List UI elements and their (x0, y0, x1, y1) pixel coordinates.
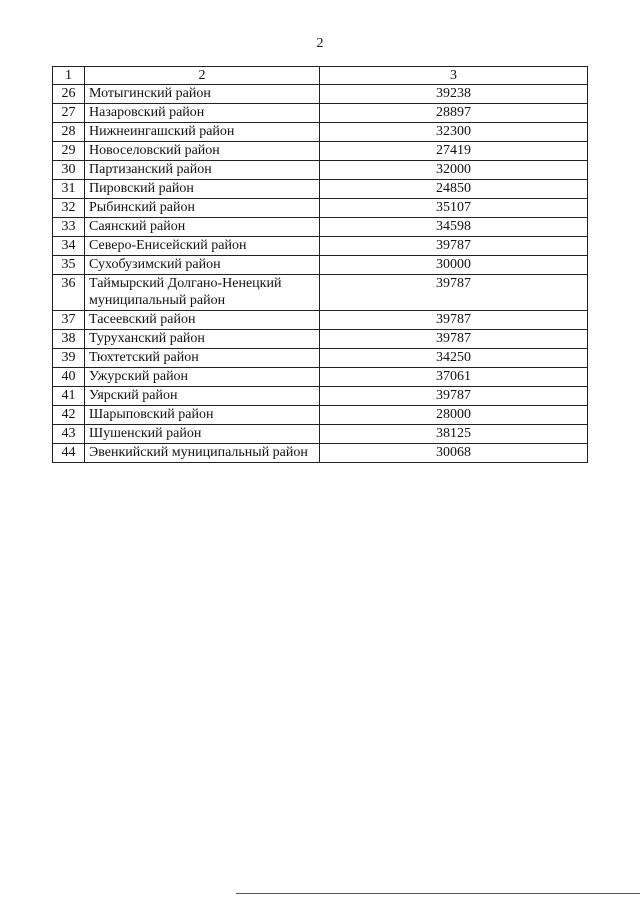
row-number-cell: 26 (53, 85, 85, 104)
row-number-cell: 39 (53, 349, 85, 368)
row-number-cell: 41 (53, 387, 85, 406)
value-cell: 30068 (320, 444, 588, 463)
row-number-cell: 27 (53, 104, 85, 123)
header-cell-2: 2 (85, 67, 320, 85)
value-cell: 30000 (320, 256, 588, 275)
row-number-cell: 31 (53, 180, 85, 199)
district-name-cell: Новоселовский район (85, 142, 320, 161)
table-row (53, 444, 588, 463)
district-name-cell: Пировский район (85, 180, 320, 199)
table-row (53, 368, 588, 387)
value-cell: 28000 (320, 406, 588, 425)
table-row (53, 142, 588, 161)
row-number-cell: 42 (53, 406, 85, 425)
row-number-cell: 33 (53, 218, 85, 237)
table-body (53, 67, 588, 463)
district-name-cell: Таймырский Долгано-Ненецкий муниципальный район (85, 275, 320, 311)
value-cell: 28897 (320, 104, 588, 123)
table-row (53, 387, 588, 406)
district-name-cell: Мотыгинский район (85, 85, 320, 104)
district-name-cell: Шарыповский район (85, 406, 320, 425)
district-name-cell: Тасеевский район (85, 311, 320, 330)
row-number-cell: 37 (53, 311, 85, 330)
district-name-cell: Тюхтетский район (85, 349, 320, 368)
district-name-cell: Ужурский район (85, 368, 320, 387)
table-row (53, 330, 588, 349)
value-cell: 38125 (320, 425, 588, 444)
value-cell: 39787 (320, 330, 588, 349)
district-name-cell: Туруханский район (85, 330, 320, 349)
table-row (53, 256, 588, 275)
district-name-cell: Северо-Енисейский район (85, 237, 320, 256)
table-row (53, 406, 588, 425)
districts-table (52, 66, 588, 463)
row-number-cell: 40 (53, 368, 85, 387)
value-cell: 39787 (320, 275, 588, 311)
value-cell: 39787 (320, 237, 588, 256)
district-name-cell: Уярский район (85, 387, 320, 406)
district-name-cell: Рыбинский район (85, 199, 320, 218)
row-number-cell: 38 (53, 330, 85, 349)
table-row (53, 311, 588, 330)
district-name-cell: Сухобузимский район (85, 256, 320, 275)
district-name-cell: Партизанский район (85, 161, 320, 180)
row-number-cell: 44 (53, 444, 85, 463)
value-cell: 32300 (320, 123, 588, 142)
district-name-cell: Шушенский район (85, 425, 320, 444)
table-row (53, 161, 588, 180)
table-row (53, 237, 588, 256)
row-number-cell: 29 (53, 142, 85, 161)
row-number-cell: 30 (53, 161, 85, 180)
table-row (53, 218, 588, 237)
value-cell: 34250 (320, 349, 588, 368)
table-row (53, 349, 588, 368)
value-cell: 35107 (320, 199, 588, 218)
district-name-cell: Нижнеингашский район (85, 123, 320, 142)
value-cell: 32000 (320, 161, 588, 180)
row-number-cell: 43 (53, 425, 85, 444)
row-number-cell: 28 (53, 123, 85, 142)
header-cell-1: 1 (53, 67, 85, 85)
value-cell: 37061 (320, 368, 588, 387)
table-row (53, 180, 588, 199)
table-row (53, 85, 588, 104)
table-row (53, 425, 588, 444)
table-row (53, 199, 588, 218)
value-cell: 34598 (320, 218, 588, 237)
value-cell: 39238 (320, 85, 588, 104)
district-name-cell: Саянский район (85, 218, 320, 237)
row-number-cell: 35 (53, 256, 85, 275)
bottom-rule (236, 893, 640, 894)
page-number: 2 (316, 36, 324, 51)
header-cell-3: 3 (320, 67, 588, 85)
value-cell: 27419 (320, 142, 588, 161)
table-row (53, 275, 588, 311)
table-row (53, 123, 588, 142)
value-cell: 39787 (320, 311, 588, 330)
row-number-cell: 36 (53, 275, 85, 311)
row-number-cell: 34 (53, 237, 85, 256)
value-cell: 39787 (320, 387, 588, 406)
value-cell: 24850 (320, 180, 588, 199)
district-name-cell: Назаровский район (85, 104, 320, 123)
district-name-cell: Эвенкийский муниципальный район (85, 444, 320, 463)
row-number-cell: 32 (53, 199, 85, 218)
table-header-row (53, 67, 588, 85)
table-row (53, 104, 588, 123)
